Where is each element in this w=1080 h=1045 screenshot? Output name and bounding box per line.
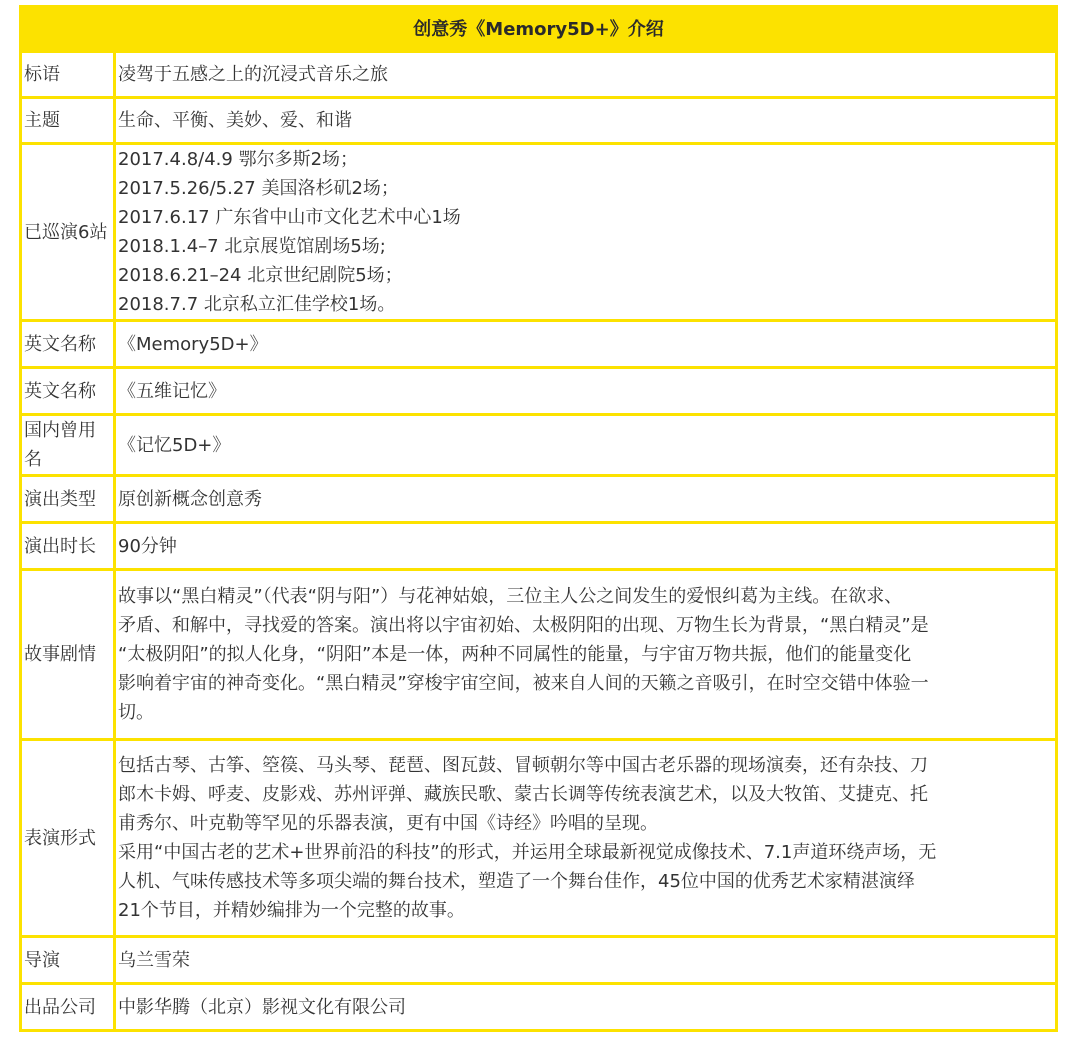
row-value-line: 包括古琴、古筝、箜篌、马头琴、琵琶、图瓦鼓、冒顿朝尔等中国古老乐器的现场演奏，还有杂技、刀 <box>118 755 928 776</box>
row-value-line: 《Memory5D+》 <box>118 333 268 355</box>
row-value-line: 采用“中国古老的艺术+世界前沿的科技”的形式，并运用全球最新视觉成像技术、7.1声道环绕声场，无 <box>118 842 937 863</box>
row-value <box>115 415 1057 476</box>
row-label: 出品公司 <box>21 984 115 1031</box>
table-row-director <box>21 937 1057 984</box>
row-value <box>115 52 1057 98</box>
row-value-line: 影响着宇宙的神奇变化。“黑白精灵”穿梭宇宙空间，被来自人间的天籁之音吸引，在时空交错中体验一 <box>118 673 929 694</box>
row-label: 演出类型 <box>21 476 115 523</box>
table-title: 创意秀《Memory5D+》介绍 <box>21 7 1057 52</box>
row-value <box>115 144 1057 321</box>
row-value <box>115 368 1057 415</box>
table-row-performance-form <box>21 740 1057 937</box>
row-label: 已巡演6站 <box>21 144 115 321</box>
table-row-tour <box>21 144 1057 321</box>
row-value-line: 2018.1.4–7 北京展览馆剧场5场; <box>118 236 386 257</box>
row-label: 英文名称 <box>21 368 115 415</box>
table-row-slogan <box>21 52 1057 98</box>
row-value-line: 乌兰雪荣 <box>118 949 190 971</box>
row-value-line: 《五维记忆》 <box>118 380 226 402</box>
row-value-line: 2017.4.8/4.9 鄂尔多斯2场； <box>118 149 359 170</box>
row-value <box>115 984 1057 1031</box>
row-value-line: 90分钟 <box>118 535 177 557</box>
row-value-line: 2017.5.26/5.27 美国洛杉矶2场； <box>118 178 399 199</box>
row-value-line: 2017.6.17 广东省中山市文化艺术中心1场 <box>118 207 461 228</box>
row-label: 演出时长 <box>21 523 115 570</box>
row-label: 导演 <box>21 937 115 984</box>
row-value-line: 生命、平衡、美妙、爱、和谐 <box>118 110 352 131</box>
row-value <box>115 476 1057 523</box>
row-value-line: “太极阴阳”的拟人化身，“阴阳”本是一体，两种不同属性的能量，与宇宙万物共振，他们的能量变化 <box>118 644 912 665</box>
table-row-producer <box>21 984 1057 1031</box>
row-value-line: 故事以“黑白精灵”（代表“阴与阳”）与花神姑娘，三位主人公之间发生的爱恨纠葛为主线。在欲求、 <box>118 586 903 607</box>
table-row-english-name <box>21 321 1057 368</box>
row-label: 故事剧情 <box>21 570 115 740</box>
row-value-line: 2018.6.21–24 北京世纪剧院5场； <box>118 265 403 286</box>
row-value <box>115 937 1057 984</box>
row-value-line: 人机、气味传感技术等多项尖端的舞台技术，塑造了一个舞台佳作，45位中国的优秀艺术家精湛演绎 <box>118 871 915 892</box>
row-value <box>115 98 1057 144</box>
table-title-row <box>21 7 1057 52</box>
row-value-line: 切。 <box>118 702 154 723</box>
row-value-line: 矛盾、和解中，寻找爱的答案。演出将以宇宙初始、太极阴阳的出现、万物生长为背景，“黑白精灵”是 <box>118 615 929 636</box>
row-label: 标语 <box>21 52 115 98</box>
row-value <box>115 570 1057 740</box>
row-label: 表演形式 <box>21 740 115 937</box>
row-value <box>115 740 1057 937</box>
row-value-line: 原创新概念创意秀 <box>118 488 262 510</box>
row-value-line: 21个节目，并精妙编排为一个完整的故事。 <box>118 900 465 921</box>
intro-table-container <box>19 5 1055 1032</box>
intro-table <box>19 5 1058 1032</box>
table-row-story <box>21 570 1057 740</box>
table-row-show-type <box>21 476 1057 523</box>
table-row-duration <box>21 523 1057 570</box>
row-value <box>115 523 1057 570</box>
row-value-line: 《记忆5D+》 <box>118 434 231 456</box>
row-label: 英文名称 <box>21 321 115 368</box>
table-row-theme <box>21 98 1057 144</box>
row-value-line: 中影华腾（北京）影视文化有限公司 <box>118 996 406 1018</box>
row-label: 主题 <box>21 98 115 144</box>
row-value-line: 甫秀尔、叶克勒等罕见的乐器表演，更有中国《诗经》吟唱的呈现。 <box>118 813 658 834</box>
row-label: 国内曾用名 <box>21 415 115 476</box>
row-value-line: 凌驾于五感之上的沉浸式音乐之旅 <box>118 64 388 85</box>
table-row-former-name <box>21 415 1057 476</box>
row-value-line: 2018.7.7 北京私立汇佳学校1场。 <box>118 294 396 315</box>
row-value-line: 郎木卡姆、呼麦、皮影戏、苏州评弹、藏族民歌、蒙古长调等传统表演艺术，以及大牧笛、艾捷克、托 <box>118 784 928 805</box>
row-value <box>115 321 1057 368</box>
table-row-english-name-2 <box>21 368 1057 415</box>
